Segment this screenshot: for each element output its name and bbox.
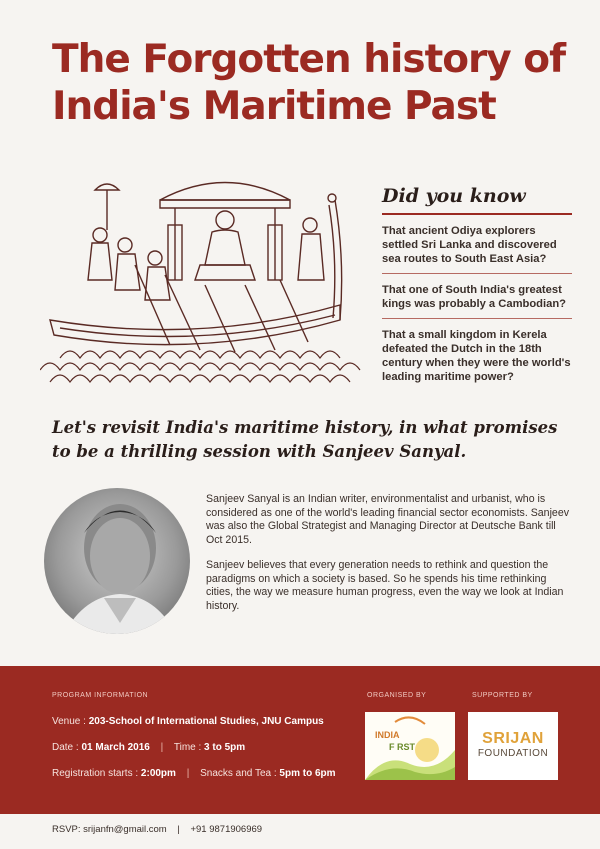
registration-row [52,768,336,779]
organiser-logo-line2: F RST [389,742,415,752]
speaker-photo [44,488,190,634]
organised-by-label: ORGANISED BY [367,692,427,699]
supported-by-label: SUPPORTED BY [472,692,533,699]
date-value: 01 March 2016 [81,742,150,753]
rsvp-line [52,824,262,835]
registration-label: Registration starts : [52,768,141,779]
venue-value: 203-School of International Studies, JNU Campus [88,716,324,727]
rsvp-email[interactable]: RSVP: srijanfn@gmail.com [52,824,167,835]
bio-paragraph: Sanjeev Sanyal is an Indian writer, environmentalist and urbanist, who is considered as one of the world's leading financial sector economists. Sanjeev was also the Global Strategist and Managing Director at Deutsche Bank till Oct 2015. [206,493,570,546]
speaker-portrait-icon [44,488,190,634]
srijan-foundation-logo [468,712,558,780]
speaker-bio [206,493,572,625]
snacks-value: 5pm to 6pm [279,768,336,779]
snacks-label: Snacks and Tea : [200,768,280,779]
boat-illustration [40,170,370,390]
venue-label: Venue : [52,716,89,727]
separator: | [177,824,180,835]
rsvp-phone[interactable]: +91 9871906969 [190,824,263,835]
program-footer [0,666,600,814]
india-first-logo [365,712,455,780]
fact-item: That ancient Odiya explorers settled Sri Lanka and discovered sea routes to South East Asia? [382,215,572,274]
page-title: The Forgotten history of India's Maritime Past [52,37,566,129]
supporter-logo-line1: SRIJAN [482,730,544,747]
did-you-know-panel [382,185,572,391]
fact-item: That one of South India's greatest kings was probably a Cambodian? [382,274,572,319]
india-first-logo-icon [365,712,455,780]
separator: | [186,768,190,779]
venue-row [52,716,324,727]
bio-paragraph: Sanjeev believes that every generation needs to rethink and question the paradigms on which a society is based. So he spends his time rethinking cities, the way we measure human progress, even the way we look at Indian history. [206,559,564,612]
date-time-row [52,742,245,753]
organiser-logo-line1: INDIA [375,730,400,740]
separator: | [160,742,164,753]
did-you-know-heading: Did you know [382,185,572,215]
program-information-label: PROGRAM INFORMATION [52,692,149,699]
registration-value: 2:00pm [140,768,176,779]
fact-item: That a small kingdom in Kerela defeated the Dutch in the 18th century when they were the world's leading maritime power? [382,329,571,383]
time-value: 3 to 5pm [204,742,246,753]
supporter-logo-line2: FOUNDATION [477,748,549,759]
tagline: Let's revisit India's maritime history, in what promises to be a thrilling session with Sanjeev Sanyal. [52,418,558,461]
time-label: Time : [173,742,205,753]
date-label: Date : [52,742,82,753]
